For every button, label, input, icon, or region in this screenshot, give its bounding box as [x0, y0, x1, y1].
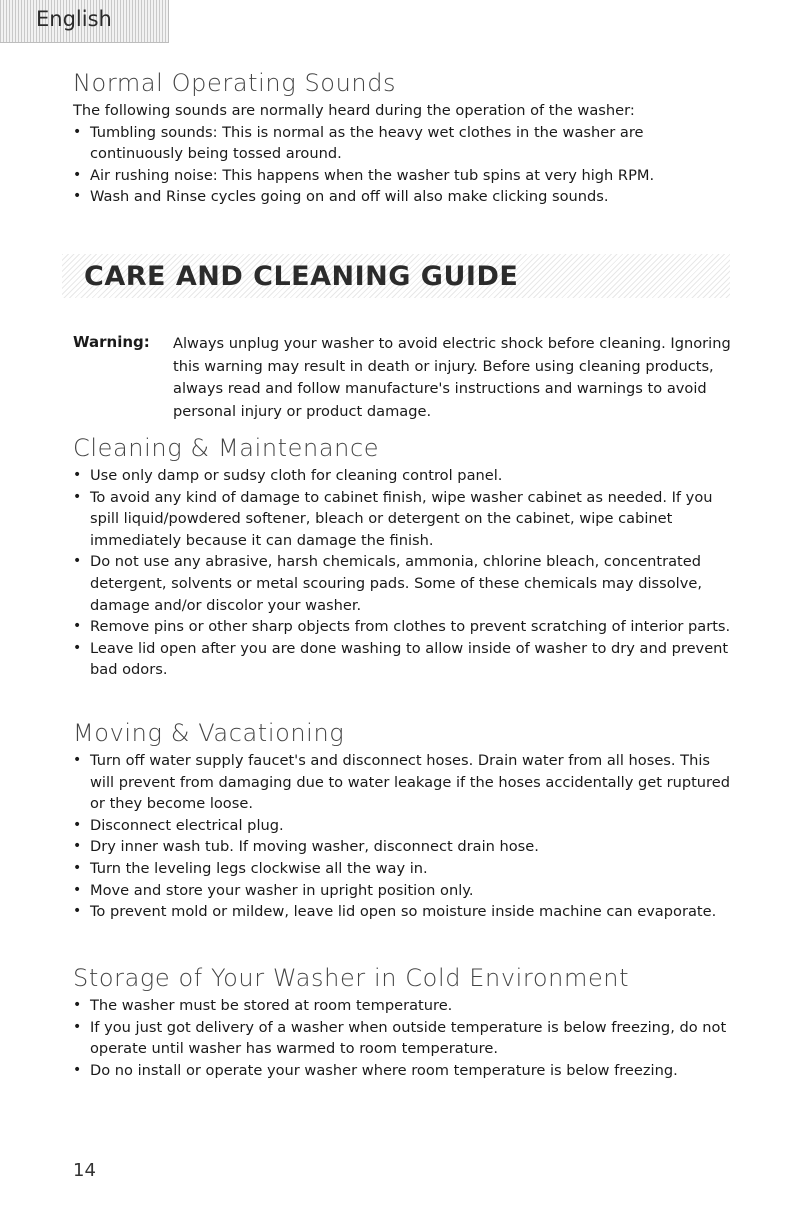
moving-vacationing-section [73, 718, 733, 923]
section-heading: Moving & Vacationing [73, 719, 345, 747]
cold-storage-section [73, 963, 733, 1081]
section-heading: Normal Operating Sounds [73, 69, 397, 97]
banner-title: CARE AND CLEANING GUIDE [84, 261, 519, 292]
page-number: 14 [73, 1160, 96, 1181]
section-intro: The following sounds are normally heard during the operation of the washer: [73, 102, 635, 119]
bullet-list [73, 122, 733, 208]
care-and-cleaning-banner [62, 254, 730, 298]
language-tab-label: English [36, 7, 112, 31]
list-item: • Use only damp or sudsy cloth for cleaning control panel. [73, 465, 733, 487]
warning-block [73, 333, 733, 423]
list-item: • Tumbling sounds: This is normal as the heavy wet clothes in the washer are continuously being tossed around. [73, 122, 733, 165]
list-item: • Move and store your washer in upright position only. [73, 880, 733, 902]
list-item: • If you just got delivery of a washer when outside temperature is below freezing, do not operate until washer has warmed to room temperature. [73, 1017, 733, 1060]
list-item: • To prevent mold or mildew, leave lid open so moisture inside machine can evaporate. [73, 901, 733, 923]
section-heading: Cleaning & Maintenance [73, 434, 380, 462]
bullet-list [73, 465, 733, 681]
language-tab [0, 0, 169, 43]
list-item: • Turn the leveling legs clockwise all the way in. [73, 858, 733, 880]
cleaning-maintenance-section [73, 433, 733, 681]
list-item: • Remove pins or other sharp objects from clothes to prevent scratching of interior parts. [73, 616, 733, 638]
list-item: • Air rushing noise: This happens when the washer tub spins at very high RPM. [73, 165, 733, 187]
normal-operating-sounds-section [73, 68, 733, 208]
section-heading: Storage of Your Washer in Cold Environment [73, 964, 630, 992]
list-item: • To avoid any kind of damage to cabinet finish, wipe washer cabinet as needed. If you spill liquid/powdered softener, bleach or detergent on the cabinet, wipe cabinet immediately because it can damage the finish. [73, 487, 733, 552]
list-item: • Do no install or operate your washer where room temperature is below freezing. [73, 1060, 733, 1082]
warning-label: Warning: [73, 333, 150, 351]
list-item: • The washer must be stored at room temperature. [73, 995, 733, 1017]
list-item: • Dry inner wash tub. If moving washer, disconnect drain hose. [73, 836, 733, 858]
bullet-list [73, 995, 733, 1081]
list-item: • Leave lid open after you are done washing to allow inside of washer to dry and prevent bad odors. [73, 638, 733, 681]
list-item: • Do not use any abrasive, harsh chemicals, ammonia, chlorine bleach, concentrated detergent, solvents or metal scouring pads. Some of these chemicals may dissolve, damage and/or discolor your washer. [73, 551, 733, 616]
warning-text: Always unplug your washer to avoid electric shock before cleaning. Ignoring this warning may result in death or injury. Before using cleaning products, always read and follow manufacture's instructions and warnings to avoid personal injury or product damage. [173, 335, 731, 420]
bullet-list [73, 750, 733, 923]
list-item: • Wash and Rinse cycles going on and off will also make clicking sounds. [73, 186, 733, 208]
list-item: • Disconnect electrical plug. [73, 815, 733, 837]
list-item: • Turn off water supply faucet's and disconnect hoses. Drain water from all hoses. This will prevent from damaging due to water leakage if the hoses accidentally get ruptured or they become loose. [73, 750, 733, 815]
